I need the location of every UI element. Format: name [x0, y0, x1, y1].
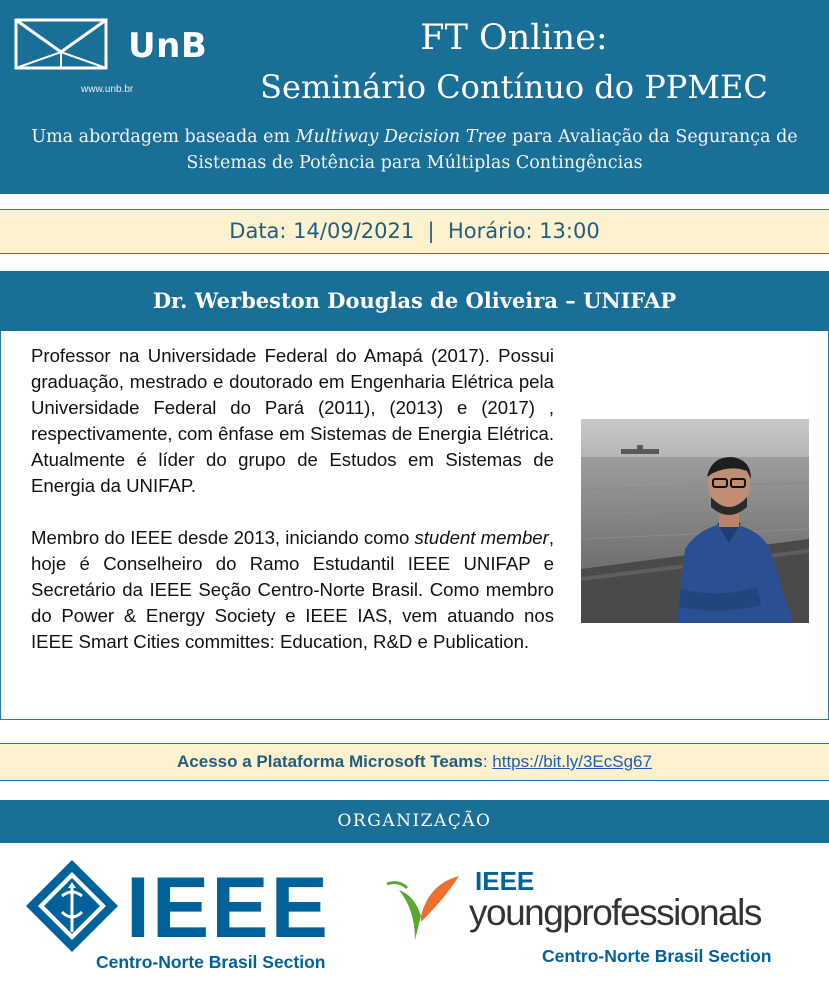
schedule-text: Data: 14/09/2021 | Horário: 13:00: [229, 219, 600, 243]
unb-url: www.unb.br: [81, 84, 134, 95]
yp-section-label: Centro-Norte Brasil Section: [542, 946, 772, 966]
speaker-photo: [581, 419, 809, 623]
header-banner: [0, 0, 829, 194]
speaker-name: Dr. Werbeston Douglas de Oliveira – UNIFAP: [152, 288, 677, 313]
yp-ieee-label: IEEE: [475, 866, 535, 896]
yp-wordmark: youngprofessionals: [469, 892, 761, 933]
ieee-section-label: Centro-Norte Brasil Section: [96, 952, 326, 972]
page-title-line1: FT Online:: [420, 18, 608, 58]
speaker-bio-box: [0, 331, 829, 720]
bio-paragraph-2: [31, 525, 554, 655]
access-bar: [0, 743, 829, 781]
organization-title: ORGANIZAÇÃO: [337, 811, 492, 831]
unb-logo-icon: [14, 18, 124, 72]
organization-bar: [0, 800, 829, 843]
ieee-logo: [22, 856, 372, 976]
ieee-diamond-icon: [24, 858, 120, 954]
subtitle-italic: Multiway Decision Tree: [295, 127, 507, 147]
schedule-bar: [0, 209, 829, 254]
ieee-wordmark: IEEE: [126, 860, 330, 956]
teams-link[interactable]: https://bit.ly/3EcSg67: [492, 752, 652, 771]
yp-sprout-icon: [385, 870, 465, 940]
bio-p2-italic: student member: [414, 527, 549, 548]
speaker-bio: [31, 343, 554, 655]
young-professionals-logo: [385, 862, 815, 972]
access-separator: :: [482, 752, 493, 771]
bio-p2-pre: Membro do IEEE desde 2013, iniciando como: [31, 527, 415, 548]
unb-logo-text: UnB: [128, 26, 208, 66]
page-title-line2: Seminário Contínuo do PPMEC: [260, 68, 768, 106]
subtitle-post: para Avaliação da Segurança de Sistemas de Potência para Múltiplas Contingências: [186, 127, 798, 173]
subtitle-pre: Uma abordagem baseada em: [31, 127, 296, 147]
bio-p2-post: , hoje é Conselheiro do Ramo Estudantil IEEE UNIFAP e Secretário da IEEE Seção Centro-Norte Brasil. Como membro do Power & Energy Society e IEEE IAS, vem atuando nos IEEE Smart Cities committes: Education, R&D e Publication.: [31, 527, 554, 652]
speaker-name-bar: [0, 271, 829, 331]
access-label: Acesso a Plataforma Microsoft Teams: [177, 752, 483, 771]
bio-paragraph-1: Professor na Universidade Federal do Amapá (2017). Possui graduação, mestrado e doutorado em Engenharia Elétrica pela Universidade Federal do Pará (2011), (2013) e (2017) , respectivamente, com ênfase em Sistemas de Energia Elétrica. Atualmente é líder do grupo de Estudos em Sistemas de Energia da UNIFAP.: [31, 345, 554, 496]
speaker-photo-illustration: [581, 419, 809, 623]
talk-subtitle: [10, 124, 819, 176]
